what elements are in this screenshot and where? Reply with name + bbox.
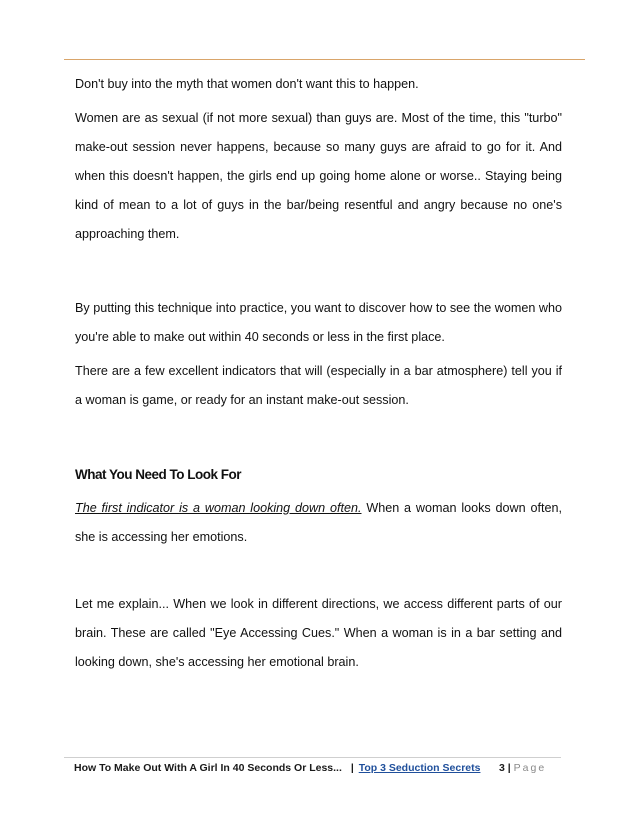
section-heading: What You Need To Look For <box>75 467 241 482</box>
document-body <box>75 70 562 682</box>
header-rule <box>64 59 585 60</box>
paragraph: Women are as sexual (if not more sexual) than guys are. Most of the time, this "turbo" make-out session never happens, because so many guys are afraid to go for it. And when this doesn't happen, the girls end up going home alone or worse.. Staying being kind of mean to a lot of guys in the bar/being resentful and angry because no one's approaching them. <box>75 111 562 241</box>
indicator-lead: The first indicator is a woman looking down often. <box>75 501 362 515</box>
paragraph: Let me explain... When we look in different directions, we access different parts of our brain. These are called "Eye Accessing Cues." When a woman is in a bar setting and looking down, she's accessing her emotional brain. <box>75 597 562 669</box>
spacer <box>75 420 562 460</box>
paragraph: Don't buy into the myth that women don't want this to happen. <box>75 77 419 91</box>
footer-separator: | <box>350 762 354 774</box>
page-pipe: | <box>507 762 511 774</box>
paragraph: There are a few excellent indicators that will (especially in a bar atmosphere) tell you if a woman is game, or ready for an instant make-out session. <box>75 364 562 407</box>
footer-link[interactable]: Top 3 Seduction Secrets <box>358 762 481 774</box>
footer-rule <box>64 757 561 758</box>
indicator-paragraph <box>75 494 562 552</box>
spacer <box>75 557 562 590</box>
page-number: 3 <box>499 762 505 774</box>
paragraph: By putting this technique into practice, you want to discover how to see the women who you're able to make out within 40 seconds or less in the first place. <box>75 301 562 344</box>
page-word: Page <box>513 762 547 774</box>
indicator-rest: When a woman looks down often, she is accessing her emotions. <box>75 501 562 544</box>
page-footer <box>74 762 564 774</box>
spacer <box>75 254 562 294</box>
footer-title: How To Make Out With A Girl In 40 Seconds Or Less... <box>74 762 342 774</box>
page-indicator <box>499 762 546 774</box>
